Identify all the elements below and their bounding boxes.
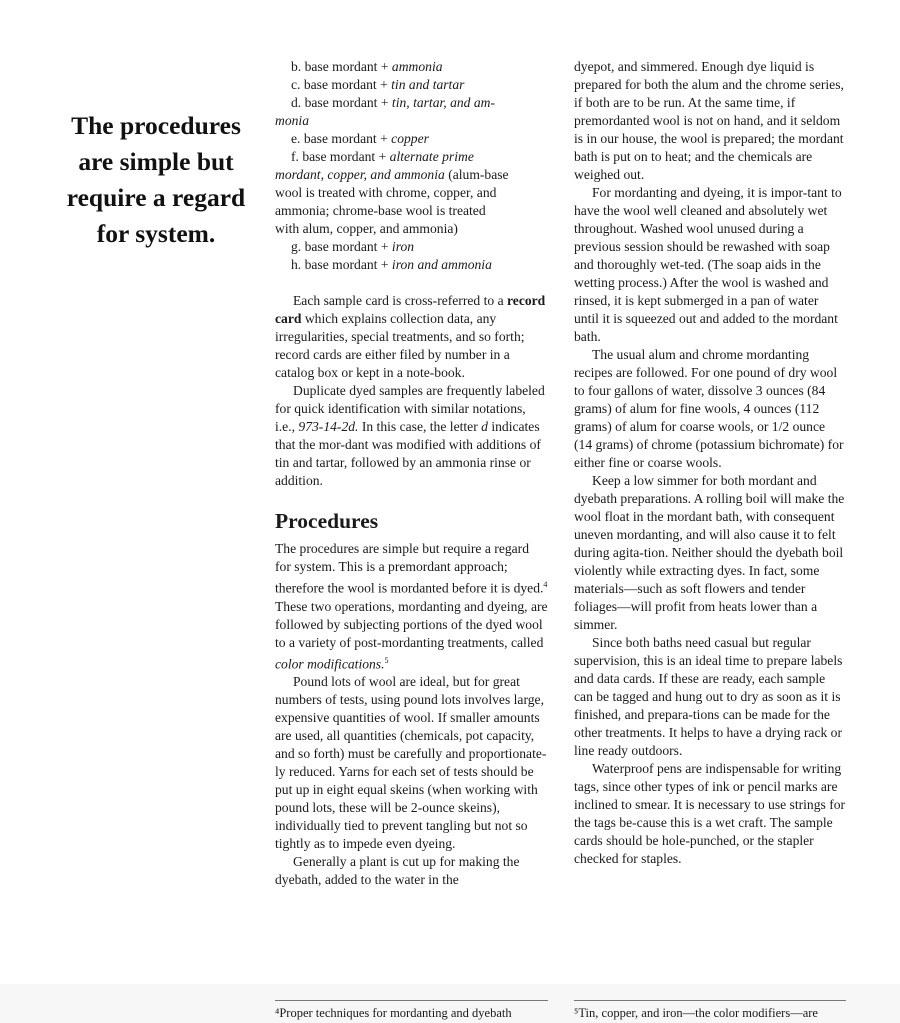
mordant-list-item: wool is treated with chrome, copper, and xyxy=(275,185,497,200)
pull-quote-line: are simple but xyxy=(78,147,234,176)
mordant-list-item: f. base mordant + alternate prime xyxy=(291,149,474,164)
mordant-list-item: b. base mordant + ammonia xyxy=(291,59,443,74)
pull-quote-line: for system. xyxy=(96,219,216,248)
mordant-list-item: with alum, copper, and ammonia) xyxy=(275,221,458,236)
mordant-list-item: g. base mordant + iron xyxy=(291,239,415,254)
footnote-ref: 4 xyxy=(543,580,548,589)
left-column xyxy=(275,58,548,889)
footnote-rule xyxy=(275,1000,548,1001)
footnote-rule xyxy=(574,1000,846,1001)
paragraph: dyepot, and simmered. Enough dye liquid is prepared for both the alum and the chrome series, if both are to be run. At the same time, if premordanted wool is not on hand, and it seldom is in our house, the wool is prepared; the mordant bath is put on to heat; and the chemicals are weighed out. xyxy=(574,59,844,182)
footnote-right: ⁵Tin, copper, and iron—the color modifiers—are xyxy=(574,1006,818,1020)
right-column xyxy=(574,58,846,868)
mordant-list-item: c. base mordant + tin and tartar xyxy=(291,77,465,92)
paragraph: Waterproof pens are indispensable for writing tags, since other types of ink or pencil marks are inclined to smear. It is necessary to use strings for the tags be-cause this is a wet craft. The sample cards should be hole-punched, or the stapler checked for staples. xyxy=(574,761,846,866)
pull-quote xyxy=(40,108,272,252)
mordant-list-item: ammonia; chrome-base wool is treated xyxy=(275,203,486,218)
pull-quote-line: require a regard xyxy=(66,183,246,212)
paragraph: Keep a low simmer for both mordant and dyebath preparations. A rolling boil will make the wool float in the mordant bath, with consequent uneven mordanting, and will also cause it to felt during agita-tion. Neither should the dyebath boil violently while extracting dyes. In fact, some materials—such as soft flowers and tender foliages—will profit from heats lower than a simmer. xyxy=(574,473,845,632)
paragraph: Generally a plant is cut up for making the dyebath, added to the water in the xyxy=(275,854,520,888)
paragraph: Pound lots of wool are ideal, but for great numbers of tests, using pound lots involves large, expensive quantities of wool. If smaller amounts are used, all quantities (chemicals, pot capacity, and so forth) must be carefully and proportionate-ly reduced. Yarns for each set of tests should be put up in eight equal skeins (when working with pound lots, these will be 2-ounce skeins), individually tied to prevent tangling but not so tightly as to impede even dyeing. xyxy=(275,674,547,852)
pull-quote-line: The procedures xyxy=(71,111,241,140)
section-heading: Procedures xyxy=(275,509,379,533)
record-card-term: record card xyxy=(275,293,546,326)
mordant-list-item: h. base mordant + iron and ammonia xyxy=(291,257,492,272)
mordant-list-item: monia xyxy=(275,113,309,128)
paragraph: Duplicate dyed samples are frequently labeled for quick identification with similar notations, i.e., 973-14-2d. In this case, the letter d indicates that the mor-dant was modified with additions of tin and tartar, followed by an ammonia rinse or addition. xyxy=(275,383,545,488)
footnote-ref: 5 xyxy=(384,655,389,665)
mordant-list-item: d. base mordant + tin, tartar, and am- xyxy=(291,95,496,110)
paragraph: The procedures are simple but require a regard for system. This is a premordant approach; therefore the wool is mordanted before it is dyed.$^4$ These two operations, mordanting and dyeing, are followed by subjecting portions of the dyed wool to a variety of post-mordanting treatments, called color modifications.$^5$ xyxy=(275,541,548,672)
paragraph: For mordanting and dyeing, it is impor-tant to have the wool well cleaned and absolutely wet throughout. Washed wool unused during a previous session should be rewashed with soap and thoroughly wet-ted. (The soap aids in the wetting process.) After the wool is washed and rinsed, it is kept submerged in a pan of water until it is squeezed out and added to the mordant bath. xyxy=(574,185,842,344)
footnote-left: ⁴Proper techniques for mordanting and dyebath xyxy=(275,1006,512,1020)
mordant-list-item: mordant, copper, and ammonia (alum-base xyxy=(275,167,509,182)
paragraph: The usual alum and chrome mordanting recipes are followed. For one pound of dry wool to four gallons of water, dissolve 3 ounces (84 grams) of alum for fine wools, 4 ounces (112 grams) of alum for coarse wools, or 1/2 ounce (14 grams) of chrome (potassium bichromate) for either fine or coarse wools. xyxy=(574,347,844,470)
mordant-list xyxy=(275,58,548,274)
footnotes-area xyxy=(0,984,900,1023)
paragraph: Since both baths need casual but regular supervision, this is an ideal time to prepare labels and data cards. If these are ready, each sample can be tagged and hung out to dry as soon as it is finished, and prepara-tions can be made for the other treatments. It helps to have a drying rack or line ready outdoors. xyxy=(574,635,843,758)
paragraph: Each sample card is cross-referred to a record card which explains collection data, any irregularities, special treatments, and so forth; record cards are either filed by number in a catalog box or kept in a note-book. xyxy=(275,293,546,380)
mordant-list-item: e. base mordant + copper xyxy=(291,131,429,146)
